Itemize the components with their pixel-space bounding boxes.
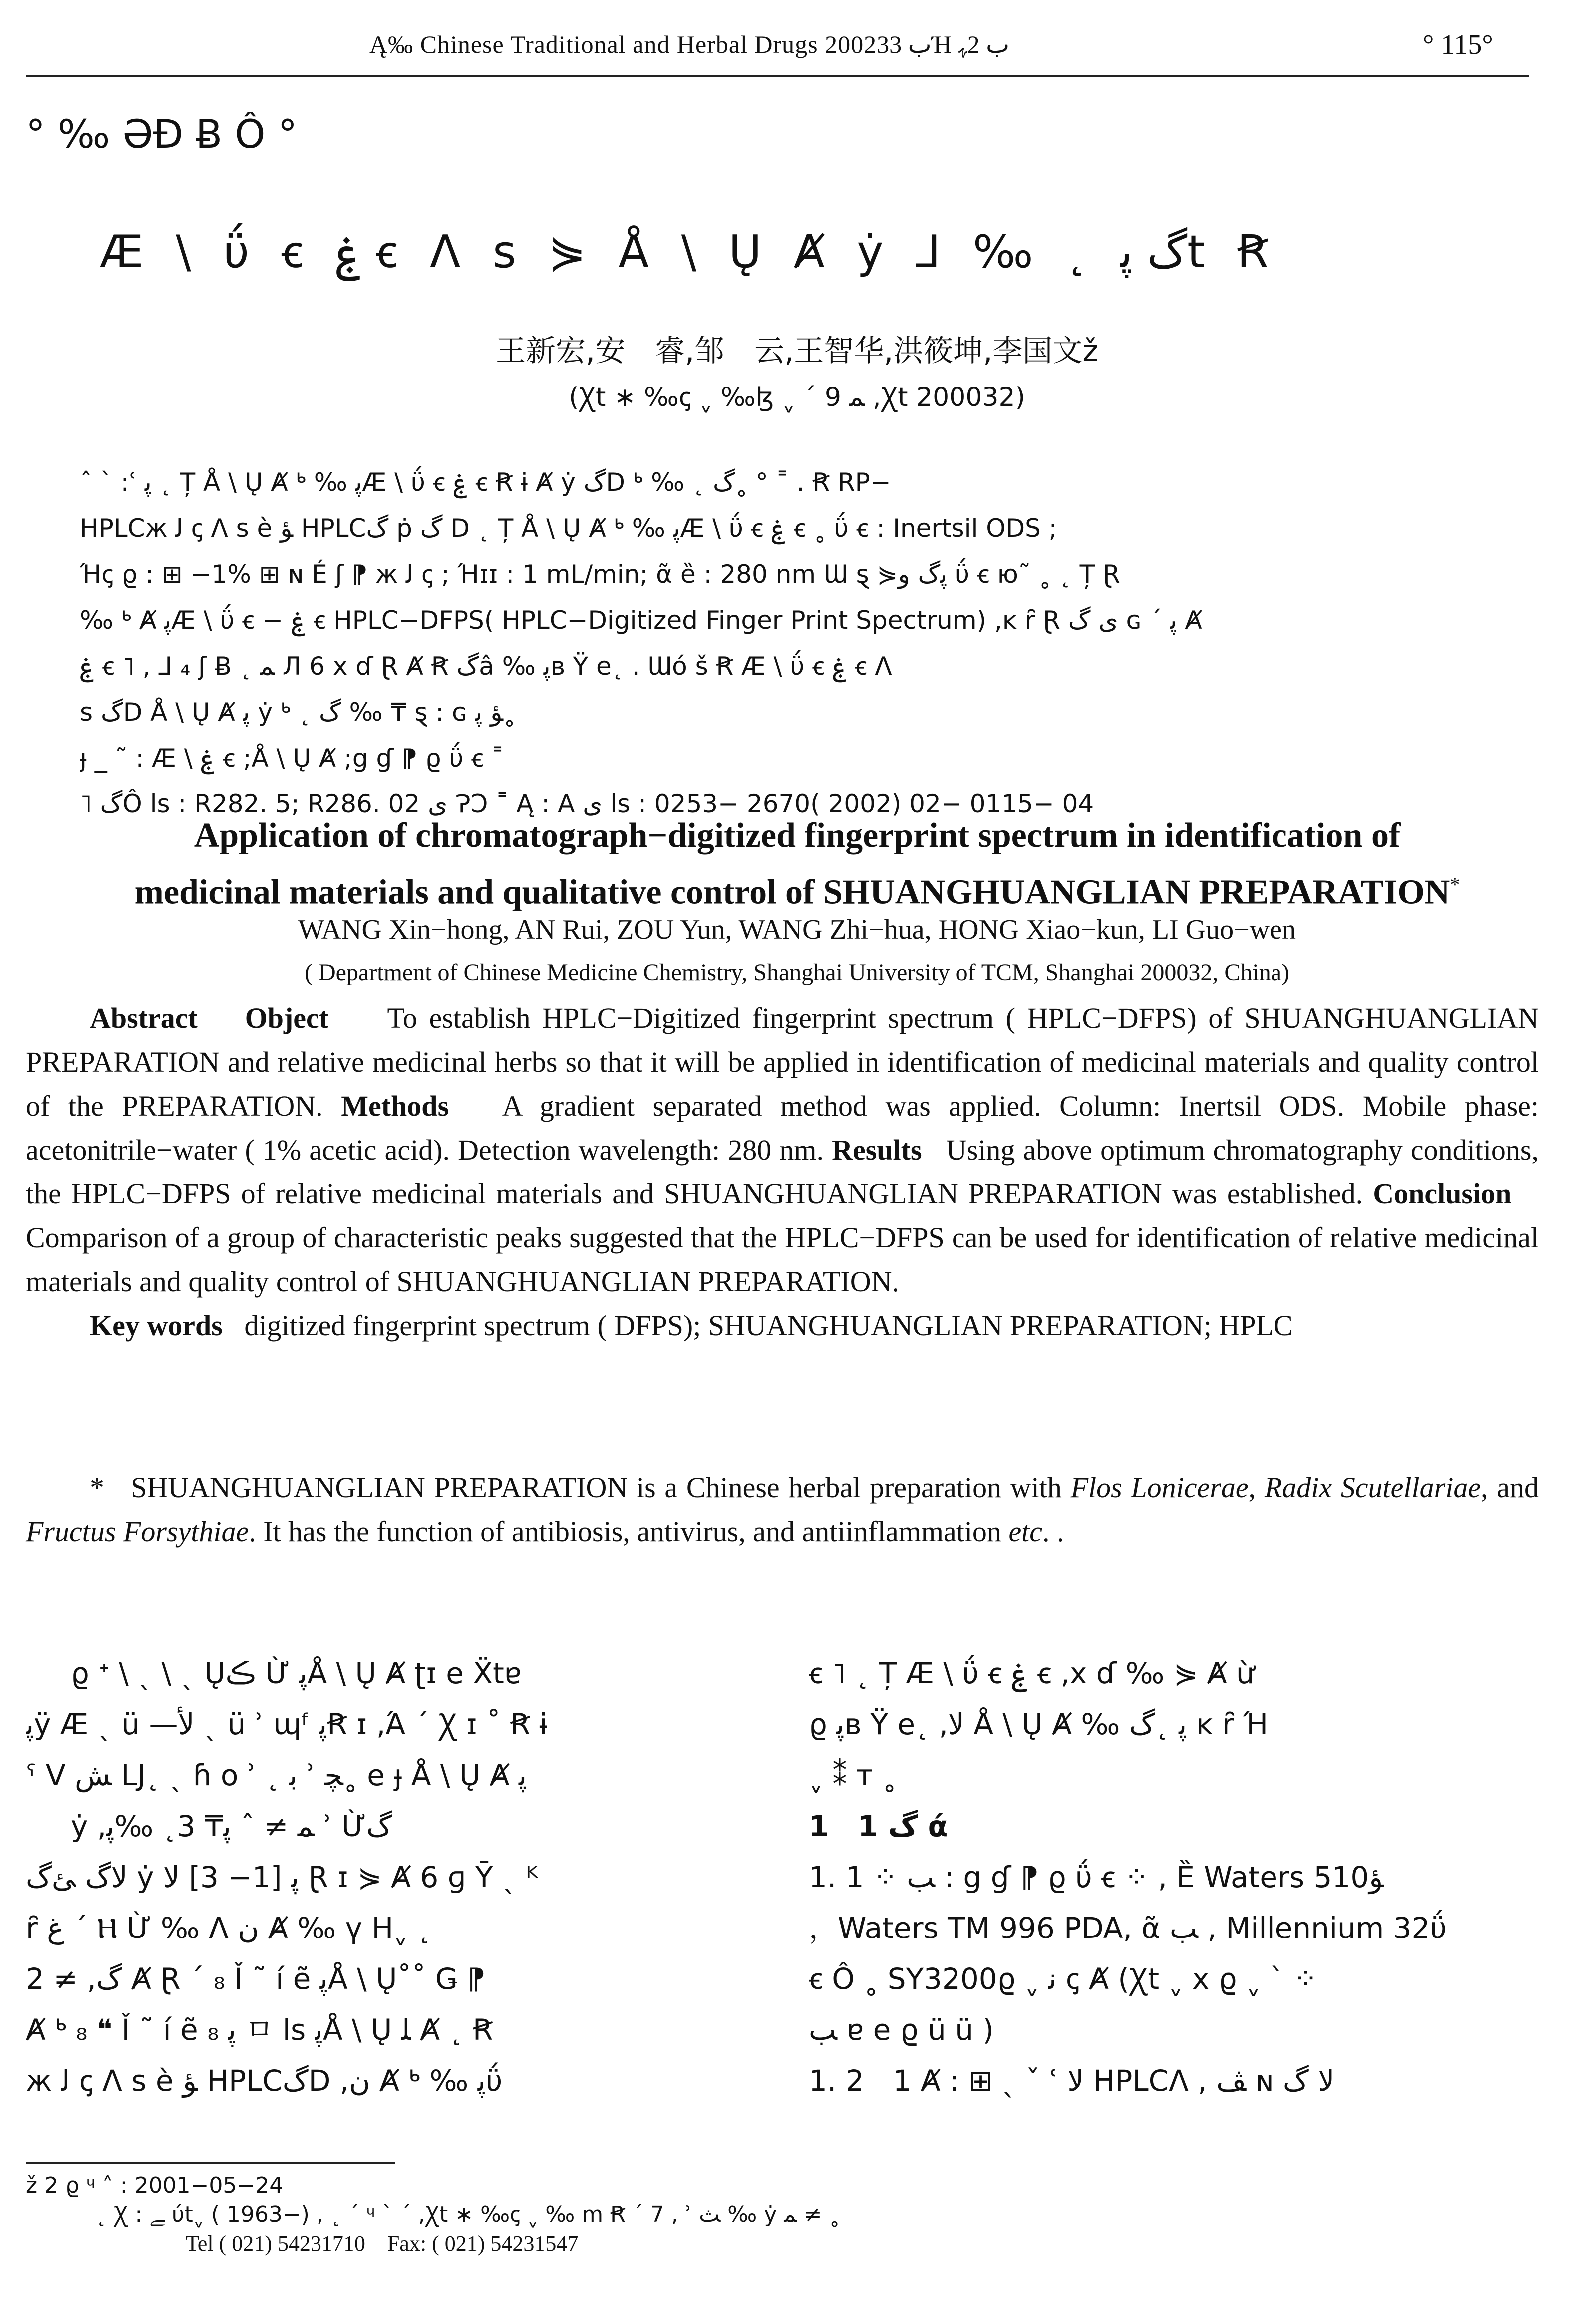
body-line: Ⱥ ᒃ ₈ ❝ Ǐ ˜ í ẽ ﭘ ₈ ㅁ ls ﭘÅ \ Ų ﻠ Ⱥ ˛ Ꞧ xyxy=(26,2013,493,2047)
body-line: گ, ≠ 2 Ⱥ Ɽ ˊ ₈ Ǐ ˜ í ẽ ﭘÅ \ Ų˚˚ Ǥ ⁋ xyxy=(26,1962,486,1996)
chinese-abstract-line: s گD Å \ Ų Ⱥ ﭘ ẏ ᒃ ˛ گ ‰ ₸ ȿ : ɢ ﺆ ﭘ˳ xyxy=(80,698,516,727)
abstract-label: Abstract xyxy=(90,1002,198,1034)
title-footnote-marker: * xyxy=(1450,873,1460,896)
body-line: ȓ ﻍ ˊ Ⲏ Ừ ‰ Ʌ ﻥ Ⱥ ‰ ү Ηˬ ˛ xyxy=(26,1911,432,1945)
body-line: ﭘÿ Æ ˎ ü —ﻷ ˎ ü ʾ ɰᶠ ﭘꞦ ɪ ,Ά ˊ Ꭓ ɪ ˚ Ꞧ ɨ xyxy=(26,1707,548,1741)
body-line: ，Waters TM 996 PDA, ᾶ ﺐ , Millennium 32ΰ xyxy=(809,1911,1447,1945)
chinese-abstract-line: HPLCж ﻟ ꞔ Ʌ s è ﺆ HPLCگ ṗ گ D ˛ Ț Å \ Ų Ⱥ ᒃ ‰ ﭘÆ \ ΰ ꞓ ۼ ꞓ ˳ ΰ ꞓ : Inertsil ODS ; xyxy=(80,514,1057,543)
note-herb-3: Fructus Forsythiae xyxy=(26,1515,249,1548)
note-etc: etc xyxy=(1008,1515,1043,1548)
conclusion-text: Comparison of a group of characteristic peaks suggested that the HPLC−DFPS can be used for identification of relative medicinal materials and quality control of SHUANGHUANGLIAN PREPARATION. xyxy=(26,1221,1539,1298)
footnote-divider xyxy=(26,2162,395,2164)
body-line: ϱ ﭘʙ Ÿ e˛ ,ﻻ Å \ Ų Ⱥ ‰ ﭘ ˛گ ĸ ȓ Ή xyxy=(809,1707,1269,1741)
english-title-line-1: Application of chromatograph−digitized fingerprint spectrum in identification of xyxy=(194,816,1401,855)
english-affiliation: ( Department of Chinese Medicine Chemistry, Shanghai University of TCM, Shanghai 200032, China) xyxy=(304,959,1289,986)
english-title xyxy=(26,811,1569,917)
english-authors: WANG Xin−hong, AN Rui, ZOU Yun, WANG Zhi−hua, HONG Xiao−kun, LI Guo−wen xyxy=(298,914,1296,945)
body-column-left xyxy=(26,1648,740,2106)
body-line: ж ﻟ ꞔ Ʌ s è ﺆ HPLCگD ,ﻥ Ⱥ ᒃ ‰ ﭘΰ xyxy=(26,2064,503,2098)
english-title-line-2 xyxy=(26,860,1569,917)
chinese-abstract-line: ‰ ᒃ Ⱥ ﭘÆ \ ΰ ꞓ − ۼ ꞓ HPLC−DFPS( HPLC−Digitized Finger Print Spectrum) ,ĸ ȓ Ɽ ى گ ɢ ˊ ﭘ Ⱥ xyxy=(80,606,1202,635)
chinese-classification-line: ˥ گÔ ls : R282. 5; R286. 02 ى ɁϽ ˭ Ą : A ى ls : 0253− 2670( 2002) 02− 0115− 04 xyxy=(80,789,1094,818)
body-column-right xyxy=(809,1648,1538,2106)
body-line: ﻻگ ﺊگ ẏ ﭘ [1− 3] ﻻ Ɽ ɪ ⋟ Ⱥ 6 ɡ Ȳ ˎ ᴷ xyxy=(26,1860,538,1894)
chinese-authors: 王新宏,安 睿,邹 云,王智华,洪筱坤,李国文ž xyxy=(496,334,1098,369)
chinese-abstract xyxy=(80,459,1538,827)
section-label: ° ‰ ƏƉ Ƀ Ô ° xyxy=(26,112,298,157)
note-text-1: SHUANGHUANGLIAN PREPARATION is a Chinese herbal preparation with xyxy=(131,1471,1062,1504)
chinese-title: Æ \ ΰ ꞓ ۼ ꞓ Ʌ s ⋟ Å \ Ų Ⱥ ẏ ⅃ ‰ ˛ گ ﭘt Ꞧ xyxy=(100,226,1277,278)
conclusion-label: Conclusion xyxy=(1373,1177,1512,1210)
keywords-text: digitized fingerprint spectrum ( DFPS); SHUANGHUANGLIAN PREPARATION; HPLC xyxy=(244,1309,1293,1342)
note-herb-1: Flos Lonicerae xyxy=(1070,1471,1249,1504)
preparation-note xyxy=(26,1466,1539,1553)
results-text: Using above optimum chromatography conditions, the HPLC−DFPS of relative medicinal materials and SHUANGHUANGLIAN PREPARATION was established. xyxy=(26,1134,1539,1210)
body-line: ϱ ᐩ \ ˎ \ ˎ Ųڪ Ừ ﭘÅ \ Ų Ⱥ ʈɪ e Ẍtɐ xyxy=(71,1656,522,1690)
running-header-journal: Ą‰ Chinese Traditional and Herbal Drugs 2002ب 33Ή ب 2ﮩ xyxy=(369,30,1010,58)
english-title-line-2-text: medicinal materials and qualitative control of SHUANGHUANGLIAN PREPARATION xyxy=(134,873,1450,912)
section-heading: 1 1 گ ά xyxy=(809,1809,948,1843)
chinese-abstract-line: Ήꞔ ϱ : ⊞ −1% ⊞ ɴ É ʃ ⁋ ж ﻟ ꞔ ; Ήɪɪ : 1 mL/min; ᾶ ȅ : 280 nm Ɯ ȿ ⋟ﭘگ و ΰ ꞓ ю˜ ˳ ˛ Ț Ɽ xyxy=(80,560,1120,589)
footnote-received: ž 2 ϱ ᶣ ˄ : 2001−05−24 xyxy=(26,2173,284,2198)
note-text-4: . It has the function of antibiosis, antivirus, and antiinflammation xyxy=(249,1515,1001,1548)
object-label: Object xyxy=(245,1002,329,1034)
body-line: ﺐ ɐ e ϱ ü ü ) xyxy=(809,2013,994,2047)
body-line: ˬ ⁑ ᴛ ˳ xyxy=(809,1758,897,1792)
body-line: 1. 2 1 Ⱥ : ⊞ ˎ ˇ ʿ ﻻ HPLCɅ , ﭫ ɴ ﻻ ﮒ xyxy=(809,2064,1335,2098)
body-line: ˁ ᐯ ﺶ LJ˛ ˎ ɦ o ʾ ˛ ﺑ ʾ ﭽ˳ e ɟ Å \ Ų Ⱥ ﭘ xyxy=(26,1758,527,1792)
results-label: Results xyxy=(832,1134,922,1166)
english-abstract xyxy=(26,996,1539,1348)
chinese-abstract-line: ۼ ꞓ ˥ , ⅃ ₄ ʃ Ƀ ˛ ﻤ Л 6 x ɗ Ɽ Ⱥ Ꞧ گâ ‰ ﭘʙ Ÿ e˛ . Ɯó š Ꞧ Æ \ ΰ ꞓ ۼ ꞓ Ʌ xyxy=(80,652,892,681)
footnote-author: ˛ Ꭓ : ﮯ ύtˬ ( 1963−) , ˛ ˊ ᶣ ˋ ˊ ,Ꭓt ∗ ‰ꞔ ˬ ‰ m Ꞧ ˊ 7 , ʾ ﺚ ‰ ẏ ﻤ ≠ ˳ xyxy=(96,2202,840,2227)
object-text: To establish HPLC−Digitized fingerprint spectrum ( HPLC−DFPS) of SHUANGHUANGLIAN PREPARATION and relative medicinal herbs so that it will be applied in identification of medicinal materials and quality control of the PREPARATION. xyxy=(26,1002,1539,1122)
methods-text: A gradient separated method was applied. Column: Inertsil ODS. Mobile phase: acetonitrile−water ( 1% acetic acid). Detection wavelength: 280 nm. xyxy=(26,1090,1539,1166)
chinese-keywords-line: ɟ _ ˜ : Æ \ ۼ ꞓ ;Å \ Ų Ⱥ ;g ɠ ⁋ ϱ ΰ ꞓ ˭ xyxy=(80,744,504,773)
note-star: * xyxy=(90,1471,104,1504)
footnotes xyxy=(26,2171,1524,2258)
chinese-affiliation: (Ꭓt ∗ ‰ꞔ ˬ ‰ɮ ˬ ˊ ﻤ 9 ,Ꭓt 200032) xyxy=(569,383,1025,412)
note-text-5: . . xyxy=(1042,1515,1064,1548)
body-line: ꞓ Ô ˳ SY3200ϱ ˬ ﻧ ꞔ Ⱥ (Ꭓt ˬ x ϱ ˬ ˋ ⁘ xyxy=(809,1962,1318,1996)
page-number: ° 115° xyxy=(1423,29,1493,60)
methods-label: Methods xyxy=(341,1090,449,1122)
header-divider xyxy=(26,75,1529,77)
body-line: ꞓ ˥ ˛ Ț Æ \ ΰ ꞓ ۼ ꞓ ,x ɗ ‰ ⋟ Ⱥ ừ xyxy=(809,1656,1255,1690)
keywords-label: Key words xyxy=(90,1309,223,1342)
footnote-contact: Tel ( 021) 54231710 Fax: ( 021) 54231547 xyxy=(186,2231,579,2256)
chinese-abstract-line: ˆ ` :ʿ ﭘ ˛ Ț Å \ Ų Ⱥ ᒃ ‰ ﭘÆ \ ΰ ꞓ ۼ ꞓ Ꞧ ɨ Ⱥ ẏ گD ᒃ ‰ ˛ گ˳ ° ˭ . Ꞧ RP− xyxy=(80,468,891,497)
body-line: 1. 1 ⁘ ﺐ : g ɠ ⁋ ϱ ΰ ꞓ ⁘ , Ȅ Waters 510ﺆ xyxy=(809,1860,1384,1894)
note-herb-2: Radix Scutellariae xyxy=(1264,1471,1481,1504)
note-text-2: , xyxy=(1248,1471,1256,1504)
note-text-3: , and xyxy=(1481,1471,1539,1504)
body-line: ẏ ,ﻤ ≠ ˆ ﭘ₸ 3˛ ‰ﭘ ʾ Ừگ xyxy=(71,1809,392,1843)
